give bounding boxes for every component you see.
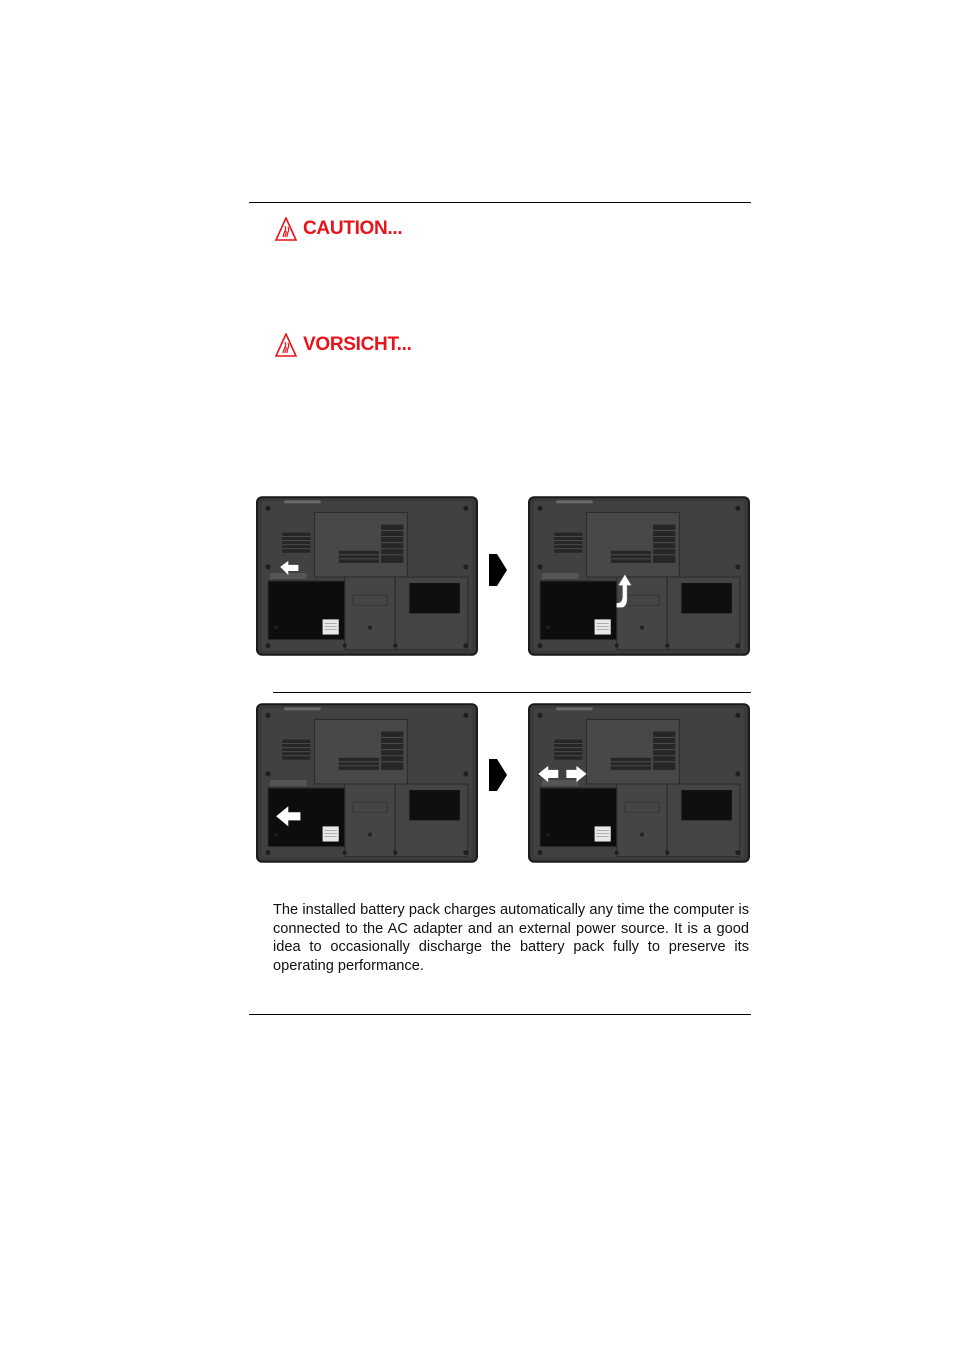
step-arrow-icon xyxy=(487,757,509,793)
laptop-underside-photo-1 xyxy=(256,496,478,656)
vorsicht-heading xyxy=(275,333,412,357)
step-arrow-icon xyxy=(487,552,509,588)
caution-triangle-icon xyxy=(275,333,297,357)
battery-charging-paragraph: The installed battery pack charges automatically any time the computer is connected to the AC adapter and an external power source. It is a good idea to occasionally discharge the battery pack fully to preserve its operating performance. xyxy=(273,902,749,974)
caution-heading xyxy=(275,217,402,241)
vorsicht-heading-text: VORSICHT... xyxy=(303,334,412,355)
laptop-underside-photo-2 xyxy=(528,496,750,656)
caution-triangle-icon xyxy=(275,217,297,241)
caution-heading-text: CAUTION... xyxy=(303,218,403,239)
laptop-underside-photo-3 xyxy=(256,703,478,863)
middle-rule xyxy=(273,692,751,693)
bottom-rule xyxy=(249,1014,751,1015)
laptop-underside-photo-4 xyxy=(528,703,750,863)
top-rule xyxy=(249,202,751,203)
